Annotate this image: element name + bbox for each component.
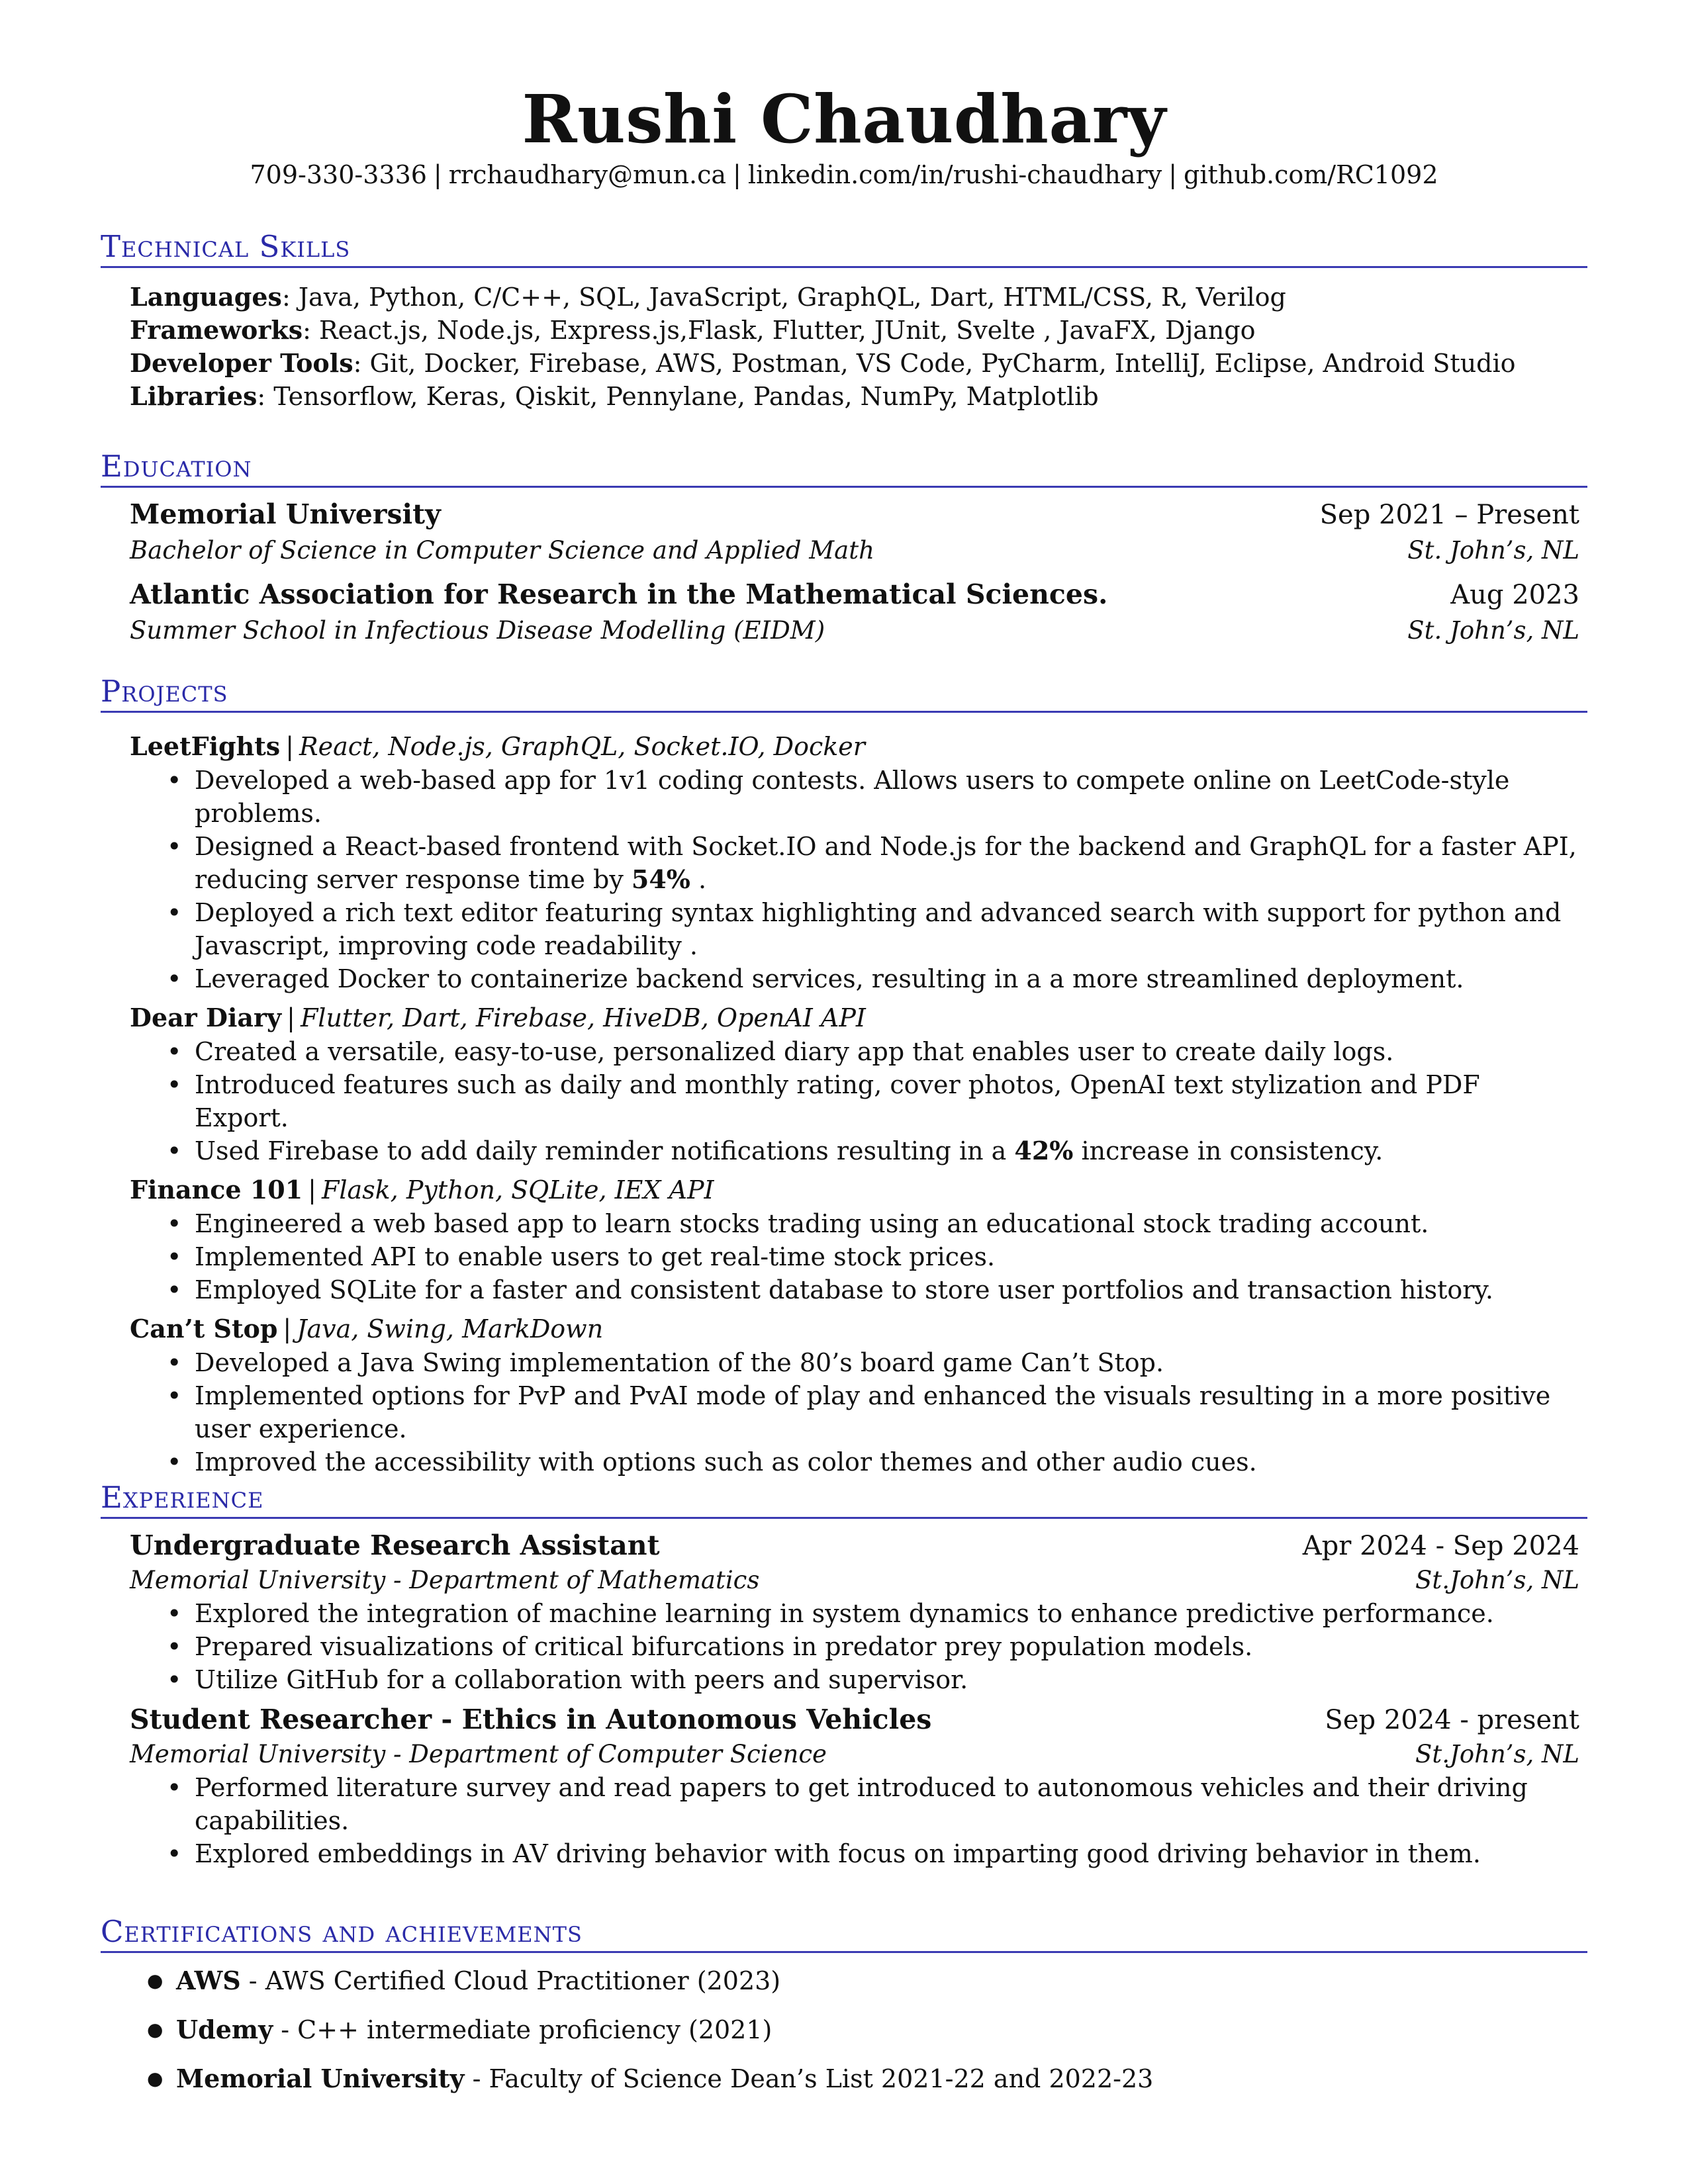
list-item: • Created a versatile, easy-to-use, personalized diary app that enables user to create daily logs. — [162, 1035, 1579, 1068]
cert-text: - C++ intermediate proficiency (2021) — [273, 2015, 773, 2044]
list-item — [130, 1964, 1579, 1997]
education-location: St. John’s, NL — [1407, 616, 1579, 645]
school-name: Memorial University — [130, 498, 441, 530]
education-dates: Sep 2021 – Present — [1319, 500, 1579, 530]
section-divider — [101, 266, 1587, 268]
list-item: • Used Firebase to add daily reminder notifications resulting in a 42% increase in consistency. — [162, 1134, 1579, 1167]
list-item — [130, 2013, 1579, 2046]
school-name: Atlantic Association for Research in the Mathematical Sciences. — [130, 578, 1108, 610]
list-item: • Improved the accessibility with options such as color themes and other audio cues. — [162, 1445, 1579, 1479]
list-item: • Developed a web-based app for 1v1 coding contests. Allows users to compete online on LeetCode-style problems. — [162, 764, 1579, 830]
cert-issuer: AWS — [176, 1966, 241, 1995]
skills-line-developer-tools — [130, 347, 1579, 380]
cert-issuer: Udemy — [176, 2015, 273, 2044]
project-bullets — [162, 764, 1579, 995]
project-header: Can’t Stop | Java, Swing, MarkDown — [130, 1314, 604, 1343]
project-header: Finance 101 | Flask, Python, SQLite, IEX API — [130, 1175, 714, 1205]
job-dates: Sep 2024 - present — [1325, 1705, 1579, 1735]
job-dates: Apr 2024 - Sep 2024 — [1302, 1531, 1579, 1561]
project-name: LeetFights — [130, 731, 281, 761]
list-item: • Developed a Java Swing implementation of the 80’s board game Can’t Stop. — [162, 1346, 1579, 1379]
list-item: • Performed literature survey and read papers to get introduced to autonomous vehicles and their driving capabilities. — [162, 1771, 1579, 1837]
education-entry-detail — [130, 534, 1579, 567]
skills-value: : React.js, Node.js, Express.js,Flask, Flutter, JUnit, Svelte , JavaFX, Django — [303, 316, 1256, 345]
section-divider — [101, 1951, 1587, 1953]
education-dates: Aug 2023 — [1450, 580, 1579, 610]
resume-name: Rushi Chaudhary — [522, 80, 1166, 158]
experience-entry-header — [130, 1529, 1579, 1563]
certifications-block — [130, 1964, 1579, 2111]
project-tech: Flask, Python, SQLite, IEX API — [321, 1175, 714, 1205]
project-bullets — [162, 1207, 1579, 1306]
skills-line-frameworks — [130, 314, 1579, 347]
list-item: • Leveraged Docker to containerize backend services, resulting in a a more streamlined deployment. — [162, 962, 1579, 995]
project-tech: Flutter, Dart, Firebase, HiveDB, OpenAI API — [300, 1003, 866, 1032]
list-item: • Introduced features such as daily and monthly rating, cover photos, OpenAI text stylization and PDF Export. — [162, 1068, 1579, 1134]
separator: | — [433, 160, 442, 189]
section-title-certifications: Certifications and achievements — [101, 1914, 583, 1949]
section-divider — [101, 486, 1587, 488]
section-divider — [101, 1517, 1587, 1519]
list-item: • Designed a React-based frontend with Socket.IO and Node.js for the backend and GraphQL for a faster API, reducing server response time by 54% . — [162, 830, 1579, 896]
job-location: St.John’s, NL — [1415, 1566, 1579, 1594]
projects-block — [130, 729, 1579, 1479]
skills-line-libraries — [130, 380, 1579, 413]
skills-value: : Git, Docker, Firebase, AWS, Postman, VS Code, PyCharm, IntelliJ, Eclipse, Android Studio — [353, 349, 1516, 378]
list-item: • Implemented options for PvP and PvAI mode of play and enhanced the visuals resulting in a more positive user experience. — [162, 1379, 1579, 1445]
education-location: St. John’s, NL — [1407, 536, 1579, 565]
experience-bullets — [162, 1771, 1579, 1870]
education-block — [130, 498, 1579, 647]
experience-entry-detail — [130, 1564, 1579, 1597]
job-location: St.John’s, NL — [1415, 1740, 1579, 1768]
section-title-education: Education — [101, 449, 252, 484]
project-bullets — [162, 1035, 1579, 1167]
cert-issuer: Memorial University — [176, 2064, 465, 2093]
skills-label: Libraries — [130, 381, 258, 411]
section-title-experience: Experience — [101, 1480, 264, 1515]
project-name: Can’t Stop — [130, 1314, 278, 1343]
list-item: • Deployed a rich text editor featuring syntax highlighting and advanced search with support for python and Javascript, improving code readability . — [162, 896, 1579, 962]
experience-entry-detail — [130, 1738, 1579, 1771]
program: Summer School in Infectious Disease Modelling (EIDM) — [130, 616, 825, 645]
email-link[interactable]: rrchaudhary@mun.ca — [448, 160, 727, 189]
list-item: • Prepared visualizations of critical bifurcations in predator prey population models. — [162, 1630, 1579, 1663]
section-divider — [101, 711, 1587, 713]
section-title-projects: Projects — [101, 674, 228, 709]
list-item — [130, 2062, 1579, 2095]
degree: Bachelor of Science in Computer Science and Applied Math — [130, 536, 874, 565]
cert-text: - Faculty of Science Dean’s List 2021-22 and 2022-23 — [464, 2064, 1154, 2093]
education-entry-header — [130, 498, 1579, 531]
project-bullets — [162, 1346, 1579, 1479]
skills-block — [130, 281, 1579, 413]
github-link[interactable]: github.com/RC1092 — [1184, 160, 1438, 189]
skills-label: Languages — [130, 282, 282, 312]
project-header: Dear Diary | Flutter, Dart, Firebase, HiveDB, OpenAI API — [130, 1003, 866, 1032]
project-tech: React, Node.js, GraphQL, Socket.IO, Docker — [299, 732, 865, 761]
list-item: • Implemented API to enable users to get real-time stock prices. — [162, 1240, 1579, 1273]
education-entry-detail — [130, 614, 1579, 647]
education-entry-header — [130, 578, 1579, 612]
skills-label: Frameworks — [130, 315, 303, 345]
cert-text: - AWS Certified Cloud Practitioner (2023) — [240, 1966, 781, 1995]
separator: | — [1168, 160, 1178, 189]
experience-block — [130, 1529, 1579, 1870]
project-tech: Java, Swing, MarkDown — [297, 1314, 604, 1343]
project-header: LeetFights | React, Node.js, GraphQL, Socket.IO, Docker — [130, 731, 865, 761]
list-item: • Engineered a web based app to learn stocks trading using an educational stock trading account. — [162, 1207, 1579, 1240]
list-item: • Employed SQLite for a faster and consistent database to store user portfolios and transaction history. — [162, 1273, 1579, 1306]
section-title-skills: Technical Skills — [101, 229, 351, 264]
skills-label: Developer Tools — [130, 348, 353, 378]
phone: 709-330-3336 — [250, 160, 427, 189]
job-title: Student Researcher - Ethics in Autonomous Vehicles — [130, 1704, 932, 1735]
contact-line — [0, 160, 1688, 191]
experience-bullets — [162, 1597, 1579, 1696]
organization: Memorial University - Department of Computer Science — [130, 1740, 827, 1768]
job-title: Undergraduate Research Assistant — [130, 1529, 660, 1561]
separator: | — [733, 160, 741, 189]
project-name: Dear Diary — [130, 1003, 282, 1032]
linkedin-link[interactable]: linkedin.com/in/rushi-chaudhary — [747, 160, 1162, 189]
organization: Memorial University - Department of Mathematics — [130, 1566, 760, 1594]
list-item: • Explored the integration of machine learning in system dynamics to enhance predictive performance. — [162, 1597, 1579, 1630]
skills-value: : Java, Python, C/C++, SQL, JavaScript, GraphQL, Dart, HTML/CSS, R, Verilog — [281, 283, 1286, 312]
project-name: Finance 101 — [130, 1175, 303, 1205]
skills-line-languages — [130, 281, 1579, 314]
experience-entry-header — [130, 1703, 1579, 1737]
skills-value: : Tensorflow, Keras, Qiskit, Pennylane, Pandas, NumPy, Matplotlib — [257, 382, 1099, 411]
certifications-list — [130, 1964, 1579, 2095]
list-item: • Explored embeddings in AV driving behavior with focus on imparting good driving behavior in them. — [162, 1837, 1579, 1870]
list-item: • Utilize GitHub for a collaboration with peers and supervisor. — [162, 1663, 1579, 1696]
